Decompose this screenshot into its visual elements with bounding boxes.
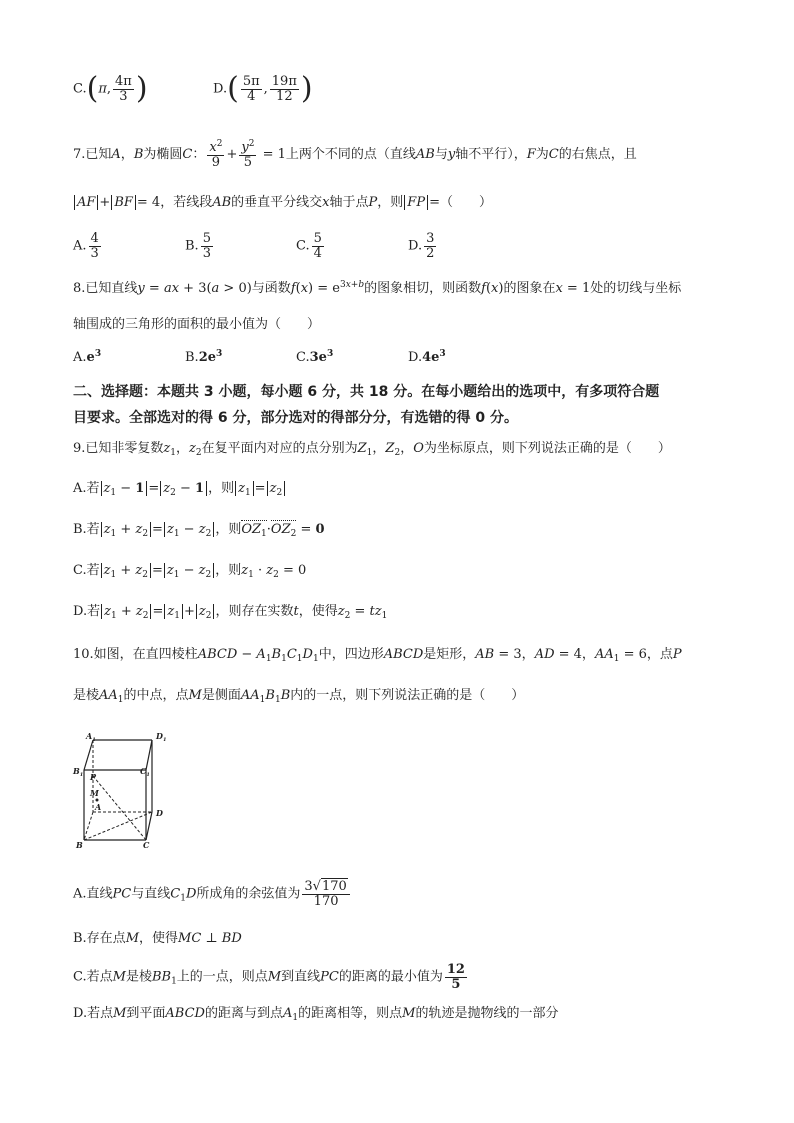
label-b1: $B_1$ (73, 766, 84, 778)
q8-option-b: $B.2e^3$ (185, 349, 223, 365)
label-c1: $C_1$ (140, 766, 150, 778)
q10-option-b: B.存在点M，使得MC ⊥ BD (73, 931, 242, 946)
q10-stem-line2: 是棱$AA_1$的中点，点M是侧面$AA_1B_1B$内的一点，则下列说法正确的是（ ） (73, 688, 525, 705)
q7-option-c: C. $\frac{5}{4}$ (296, 231, 322, 261)
q10-option-d: D.若点M到平面ABCD的距离与到点$A_1$的距离相等，则点M的轨迹是抛物线的一部分 (73, 1006, 559, 1023)
q10-stem-line1: 10.如图，在直四棱柱ABCD − $A_1B_1C_1D_1$中，四边形ABCD是矩形，AB = 3，AD = 4，$AA_1 = 6$，点P (73, 647, 682, 664)
label-d1: $D_1$ (156, 731, 167, 743)
q8-stem-line2: 轴围成的三角形的面积的最小值为（ ） (73, 317, 321, 332)
q7-stem-line2: AF + BF = 4，若线段AB的垂直平分线交x轴于点P，则 FP =（ ） (73, 195, 492, 211)
q6-option-d: D.( $\frac{5\pi}{4}$ , $\frac{19\pi}{12}$ ) (213, 71, 313, 106)
q10-option-c: C.若点M是棱$BB_1$上的一点，则点M到直线PC的距离的最小值为 $\frac{12}{5}$ (73, 962, 465, 992)
q7-option-d: D. $\frac{3}{2}$ (408, 231, 435, 261)
label-d: D (156, 808, 163, 818)
q9-option-c: C.若 $z_1 + z_2 = z_1 - z_2$ ，则$z_1 \cdot z_2 = 0$ (73, 563, 307, 580)
q9-option-a: A.若 $z_1 - 1 = z_2 - 1$ ，则 $z_1 = z_2$ (73, 481, 286, 499)
label-p: P (90, 772, 97, 782)
q7-stem-line1: 7.已知A，B为椭圆C： $\frac{x^2}{9}$ + $\frac{y^2}{5}$ = 1上两个不同的点（直线AB与y轴不平行），F为C的右焦点，且 (73, 139, 637, 170)
q9-option-b: B.若 $z_1 + z_2 = z_1 - z_2$ ，则$OZ_1\cdot OZ_2 = 0$ (73, 522, 325, 539)
q9-option-d: D.若 $z_1 + z_2 = z_1 + z_2$ ，则存在实数t，使得$z_2 = tz_1$ (73, 604, 388, 621)
q9-stem: 9.已知非零复数$z_1$，$z_2$在复平面内对应的点分别为$Z_1$，$Z_2$，O为坐标原点，则下列说法正确的是（ ） (73, 441, 671, 458)
q8-stem-line1: 8.已知直线y = ax + 3(a > 0)与函数$f(x) = e^{3x+b}$的图象相切，则函数f(x)的图象在x = 1处的切线与坐标 (73, 280, 682, 296)
q10-option-a: A.直线PC与直线$C_1D$所成角的余弦值为 $\frac{3√170}{170}$ (73, 880, 352, 908)
label-c: C (143, 840, 150, 850)
q8-option-a: $A.e^3$ (73, 349, 102, 365)
label-a: A (95, 802, 102, 812)
q7-option-b: B. $\frac{5}{3}$ (185, 231, 211, 261)
q7-option-a: A. $\frac{4}{3}$ (73, 231, 99, 261)
q8-option-c: $C.3e^3$ (296, 349, 334, 365)
section2-heading-line1: 二、选择题：本题共 3 小题，每小题 6 分，共 18 分。在每小题给出的选项中，有多项符合题 (73, 384, 660, 400)
prism-figure (70, 728, 190, 858)
label-b: B (76, 840, 83, 850)
q6-option-c: C.(π, $\frac{4\pi}{3}$ ) (73, 71, 148, 106)
section2-heading-line2: 目要求。全部选对的得 6 分，部分选对的得部分分，有选错的得 0 分。 (73, 410, 518, 426)
q8-option-d: $D.4e^3$ (408, 349, 446, 365)
label-a1: $A_1$ (86, 731, 96, 743)
label-m: M (90, 788, 99, 798)
